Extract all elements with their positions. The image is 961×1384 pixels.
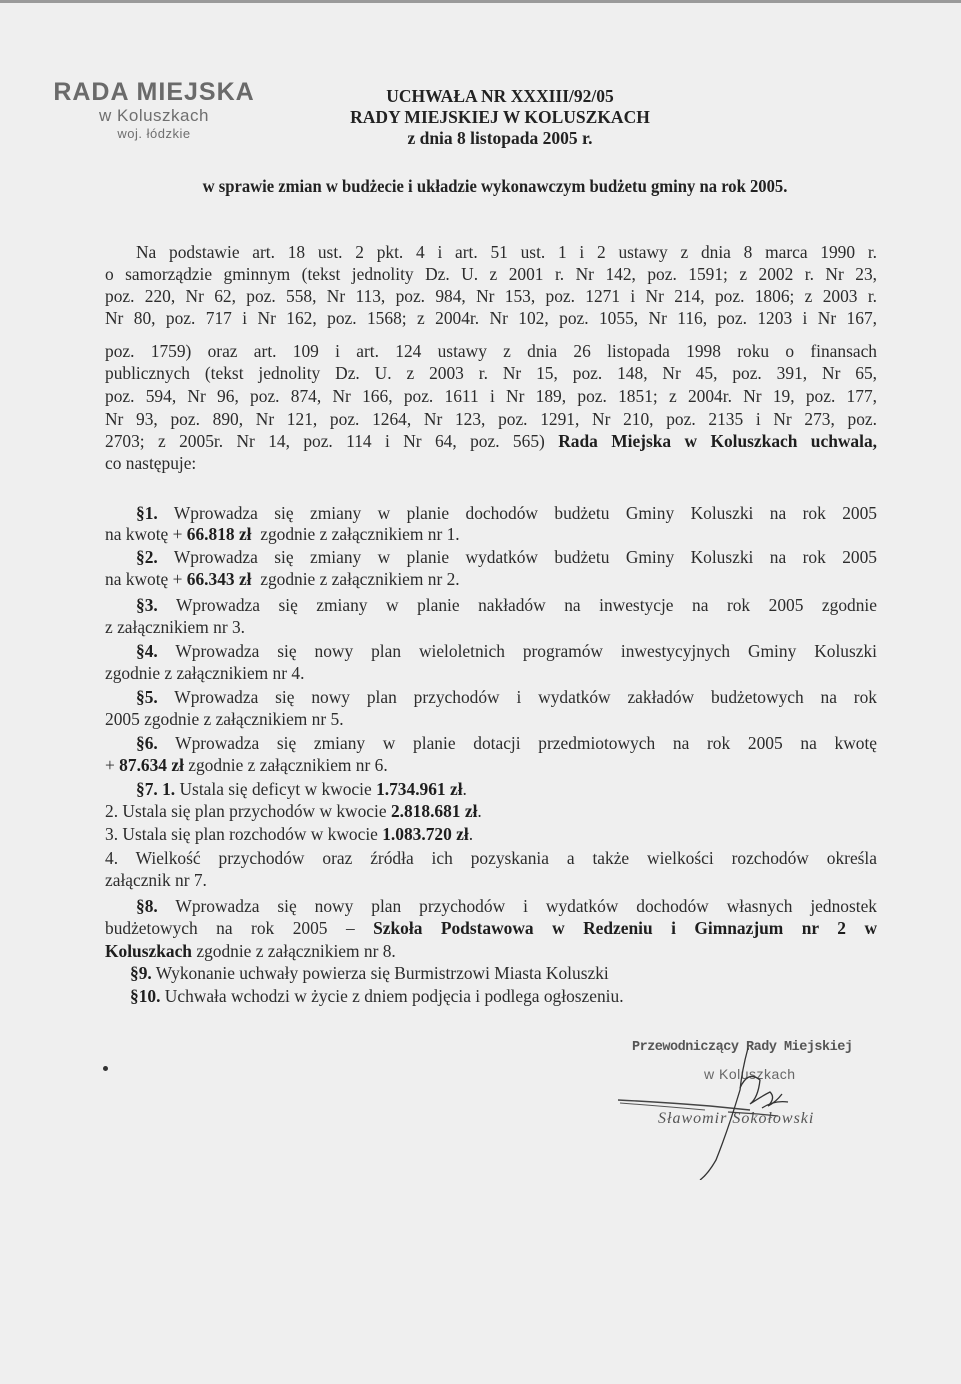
section-text: Wykonanie uchwały powierza się Burmistrzowi Miasta Koluszki bbox=[155, 963, 609, 983]
preamble-line bbox=[105, 431, 877, 451]
section-text: zgodnie z załącznikiem nr 8. bbox=[196, 941, 396, 961]
section-text: Ustala się deficyt w kwocie bbox=[179, 779, 372, 799]
section-text: Uchwała wchodzi w życie z dniem podjęcia i podlega ogłoszeniu. bbox=[164, 986, 624, 1006]
section-4 bbox=[136, 641, 877, 661]
section-text: Wprowadza się nowy plan przychodów i wydatków zakładów budżetowych na rok bbox=[174, 687, 877, 707]
signature-name: Sławomir Sokołowski bbox=[658, 1110, 815, 1127]
section-text: Wprowadza się zmiany w planie nakładów na inwestycje na rok 2005 zgodnie bbox=[175, 595, 877, 615]
section-7-point-4-line-2: załącznik nr 7. bbox=[105, 870, 207, 890]
section-1 bbox=[136, 503, 877, 523]
section-mark: §9. bbox=[130, 963, 152, 983]
section-text: Wielkość przychodów oraz źródła ich pozyskania a także wielkości rozchodów określa bbox=[135, 848, 877, 868]
section-6 bbox=[136, 733, 877, 753]
section-mark: §6. bbox=[136, 733, 158, 753]
section-text: Wprowadza się zmiany w planie dochodów budżetu Gminy Koluszki na rok 2005 bbox=[173, 503, 877, 523]
council-stamp bbox=[44, 78, 264, 142]
section-mark: §3. bbox=[136, 595, 158, 615]
resolution-date: z dnia 8 listopada 2005 r. bbox=[407, 128, 593, 148]
preamble-line: o samorządzie gminnym (tekst jednolity Dz. U. z 2001 r. Nr 142, poz. 1591; z 2002 r. Nr 23, bbox=[105, 264, 877, 284]
section-9 bbox=[130, 963, 877, 983]
section-text: budżetowych na rok 2005 – bbox=[105, 918, 355, 938]
preamble-line: poz. 1759) oraz art. 109 i art. 124 ustawy z dnia 26 listopada 1998 roku o finansach bbox=[105, 341, 877, 361]
section-6-line-2 bbox=[105, 755, 877, 775]
section-text: zgodnie z załącznikiem nr 1. bbox=[260, 524, 460, 544]
amount-value: 1.734.961 zł bbox=[376, 779, 463, 799]
preamble-line: Na podstawie art. 18 ust. 2 pkt. 4 i art. 51 ust. 1 i 2 ustawy z dnia 8 marca 1990 r. bbox=[136, 242, 877, 262]
section-text: Wprowadza się zmiany w planie wydatków budżetu Gminy Koluszki na rok 2005 bbox=[173, 547, 877, 567]
section-3 bbox=[136, 595, 877, 615]
section-text: Wprowadza się zmiany w planie dotacji przedmiotowych na rok 2005 na kwotę bbox=[175, 733, 877, 753]
stamp-line-3: woj. łódzkie bbox=[117, 126, 191, 141]
section-mark: §5. bbox=[136, 687, 158, 707]
section-mark: §2. bbox=[136, 547, 158, 567]
amount-value: 1.083.720 zł bbox=[382, 824, 469, 844]
point-number: 2. bbox=[105, 801, 119, 821]
amount-value: 66.343 zł bbox=[186, 569, 252, 589]
section-7-point-1: §7. 1. Ustala się deficyt w kwocie 1.734.961 zł. bbox=[136, 779, 467, 799]
resolution-subject: w sprawie zmian w budżecie i układzie wykonawczym budżetu gminy na rok 2005. bbox=[202, 176, 788, 196]
school-name: Koluszkach bbox=[105, 941, 192, 961]
preamble-line: Nr 80, poz. 717 i Nr 162, poz. 1568; z 2004r. Nr 102, poz. 1055, Nr 116, poz. 1203 i Nr 167, bbox=[105, 308, 877, 328]
section-4-line-2: zgodnie z załącznikiem nr 4. bbox=[105, 663, 305, 683]
section-8 bbox=[136, 896, 877, 916]
scan-edge bbox=[0, 0, 961, 3]
section-mark: §8. bbox=[136, 896, 158, 916]
section-3-line-2: z załącznikiem nr 3. bbox=[105, 617, 246, 637]
section-5-line-2: 2005 zgodnie z załącznikiem nr 5. bbox=[105, 709, 344, 729]
preamble-line: co następuje: bbox=[105, 453, 197, 473]
resolution-header bbox=[300, 86, 700, 149]
point-number: 3. bbox=[105, 824, 119, 844]
resolution-issuer: RADY MIEJSKIEJ W KOLUSZKACH bbox=[350, 107, 650, 127]
preamble-line: poz. 594, Nr 96, poz. 874, Nr 166, poz. 1611 i Nr 189, poz. 1851; z 2004r. Nr 19, poz. 177, bbox=[105, 386, 877, 406]
section-text: Wprowadza się nowy plan wieloletnich programów inwestycyjnych Gminy Koluszki bbox=[175, 641, 877, 661]
section-8-line-3 bbox=[105, 941, 877, 961]
section-mark: §4. bbox=[136, 641, 158, 661]
preamble-line: Nr 93, poz. 890, Nr 121, poz. 1264, Nr 123, poz. 1291, Nr 210, poz. 2135 i Nr 273, poz. bbox=[105, 409, 877, 429]
amount-value: 66.818 zł bbox=[186, 524, 252, 544]
section-text: na kwotę + bbox=[105, 524, 183, 544]
stamp-line-2: w Koluszkach bbox=[99, 106, 209, 125]
section-7-point-4 bbox=[105, 848, 877, 868]
section-1-line-2 bbox=[105, 524, 877, 544]
section-5 bbox=[136, 687, 877, 707]
section-2-line-2 bbox=[105, 569, 877, 589]
resolution-title: UCHWAŁA NR XXXIII/92/05 bbox=[386, 86, 614, 106]
preamble-citation: 2703; z 2005r. Nr 14, poz. 114 i Nr 64, poz. 565) bbox=[105, 431, 545, 451]
amount-value: 2.818.681 zł bbox=[390, 801, 478, 821]
handwritten-signature-icon bbox=[600, 1040, 880, 1180]
preamble-line: publicznych (tekst jednolity Dz. U. z 2003 r. Nr 15, poz. 148, Nr 45, poz. 391, Nr 65, bbox=[105, 363, 877, 383]
section-7-point-3: 3. Ustala się plan rozchodów w kwocie 1.083.720 zł. bbox=[105, 824, 474, 844]
section-mark: §10. bbox=[130, 986, 161, 1006]
section-mark: §1. bbox=[136, 503, 158, 523]
point-number: 4. bbox=[105, 848, 119, 868]
section-text: Ustala się plan rozchodów w kwocie bbox=[122, 824, 378, 844]
section-10 bbox=[130, 986, 877, 1006]
section-text: Wprowadza się nowy plan przychodów i wydatków dochodów własnych jednostek bbox=[175, 896, 877, 916]
preamble-line: poz. 220, Nr 62, poz. 558, Nr 113, poz. 984, Nr 153, poz. 1271 i Nr 214, poz. 1806; z 2003 r. bbox=[105, 286, 877, 306]
signature-place: w Koluszkach bbox=[704, 1066, 796, 1082]
stamp-line-1: RADA MIEJSKA bbox=[53, 78, 255, 106]
section-2 bbox=[136, 547, 877, 567]
section-text: zgodnie z załącznikiem nr 6. bbox=[188, 755, 388, 775]
section-mark: §7. 1. bbox=[136, 779, 176, 799]
section-text: na kwotę + bbox=[105, 569, 183, 589]
section-8-line-2 bbox=[105, 918, 877, 938]
preamble-enactment: Rada Miejska w Koluszkach uchwala, bbox=[558, 431, 877, 451]
school-name: Szkoła Podstawowa w Redzeniu i Gimnazjum nr 2 w bbox=[373, 918, 877, 938]
section-text: Ustala się plan przychodów w kwocie bbox=[122, 801, 387, 821]
section-text: + bbox=[105, 755, 115, 775]
scan-speck bbox=[103, 1066, 108, 1071]
signature-role: Przewodniczący Rady Miejskiej bbox=[632, 1040, 853, 1055]
section-text: zgodnie z załącznikiem nr 2. bbox=[260, 569, 460, 589]
section-7-point-2: 2. Ustala się plan przychodów w kwocie 2.818.681 zł. bbox=[105, 801, 482, 821]
amount-value: 87.634 zł bbox=[119, 755, 184, 775]
